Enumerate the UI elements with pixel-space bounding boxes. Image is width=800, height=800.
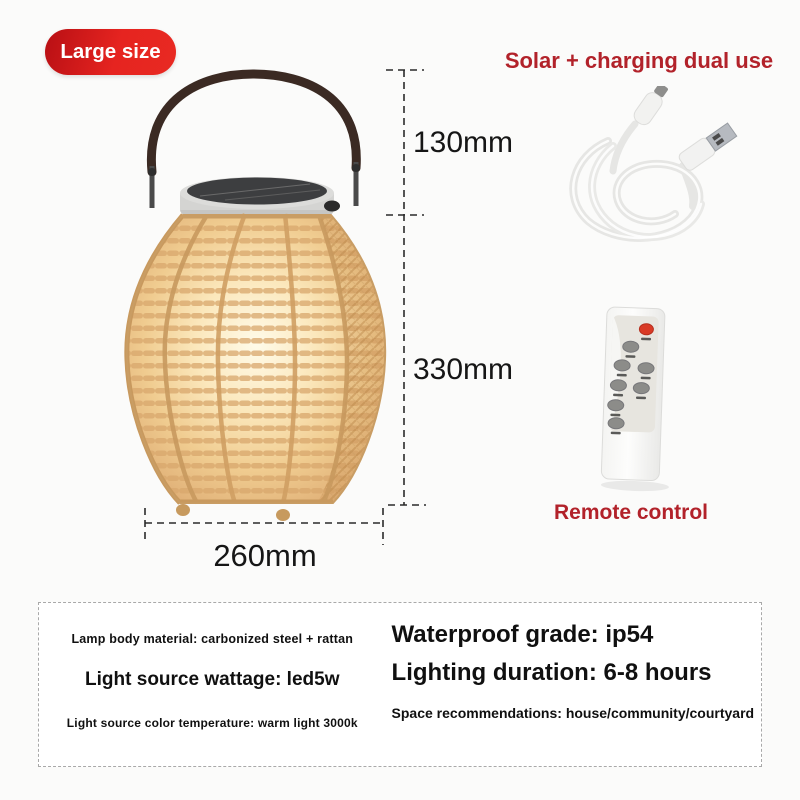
rattan-lantern-illustration [95,60,410,535]
spec-lighting-duration: Lighting duration: 6-8 hours [391,659,712,686]
power-knob [324,201,340,212]
usb-plug [677,121,738,172]
remote-power-button [639,324,653,335]
lantern-image [95,60,410,535]
spec-lamp-material: Lamp body material: carbonized steel + rattan [71,632,354,646]
spec-waterproof-grade: Waterproof grade: ip54 [391,621,654,648]
remote-control-image [585,298,692,496]
solar-charging-title: Solar + charging dual use [504,48,774,73]
lantern-foot [276,509,290,521]
dc-plug [631,86,672,128]
remote-control-illustration [585,298,692,496]
usb-cable-illustration [543,86,778,251]
lantern-foot [176,504,190,516]
remote-control-title: Remote control [553,501,708,524]
spec-color-temperature: Light source color temperature: warm light 3000k [66,716,358,730]
spec-column-left [39,603,386,766]
body-width-label: 260mm [213,538,317,573]
usb-cable-image [543,86,778,251]
spec-column-right [386,603,761,766]
spec-box [38,602,762,767]
body-height-label: 330mm [413,353,514,386]
size-badge: Large size [45,29,176,75]
spec-space-recommendations: Space recommendations: house/community/courtyard [391,705,755,721]
spec-wattage: Light source wattage: led5w [85,669,340,690]
handle-height-label: 130mm [413,126,514,159]
lantern-body [127,214,385,521]
